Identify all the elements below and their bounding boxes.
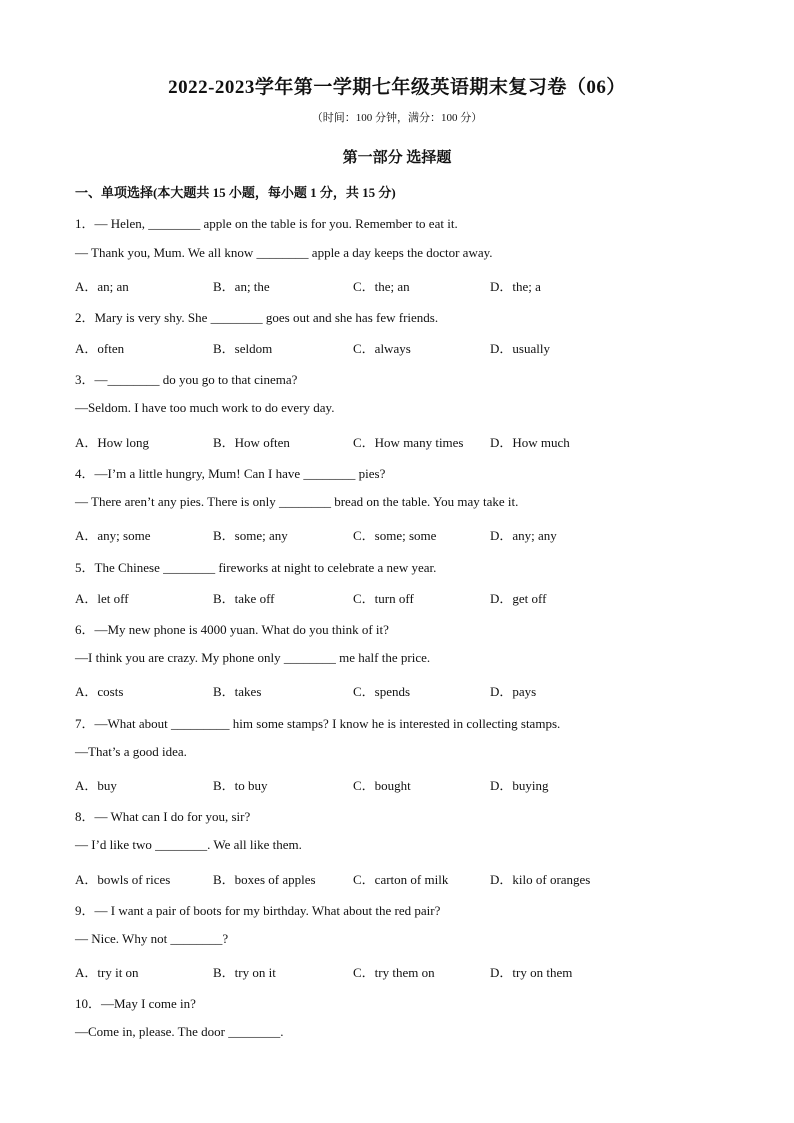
question-8-options (75, 869, 675, 887)
question-6-stem-2: —I think you are crazy. My phone only ________ me half the price. (75, 650, 431, 665)
option-d[interactable]: D．buying (490, 778, 549, 793)
option-b[interactable]: B．to buy (213, 778, 268, 793)
question-8-stem-2: — I’d like two ________. We all like them. (75, 837, 302, 852)
option-b[interactable]: B．an; the (213, 279, 270, 294)
option-c[interactable]: C．spends (353, 684, 411, 699)
option-a[interactable]: A．often (75, 341, 125, 356)
question-2-stem: 2．Mary is very shy. She ________ goes out and she has few friends. (75, 310, 439, 325)
option-d[interactable]: D．any; any (490, 528, 557, 543)
option-b[interactable]: B．some; any (213, 528, 288, 543)
option-c[interactable]: C．How many times (353, 435, 464, 450)
option-a[interactable]: A．an; an (75, 279, 129, 294)
option-d[interactable]: D．How much (490, 435, 570, 450)
option-d[interactable]: D．pays (490, 684, 537, 699)
option-c[interactable]: C．try them on (353, 965, 435, 980)
option-b[interactable]: B．seldom (213, 341, 273, 356)
question-6-stem: 6．—My new phone is 4000 yuan. What do you think of it? (75, 622, 389, 637)
question-3-stem: 3．—________ do you go to that cinema? (75, 372, 298, 387)
question-1-stem: 1．— Helen, ________ apple on the table is for you. Remember to eat it. (75, 216, 458, 231)
question-10-stem-2: —Come in, please. The door ________. (75, 1024, 284, 1039)
option-a[interactable]: A．bowls of rices (75, 872, 171, 887)
option-b[interactable]: B．try on it (213, 965, 276, 980)
option-a[interactable]: A．try it on (75, 965, 139, 980)
option-c[interactable]: C．carton of milk (353, 872, 449, 887)
option-a[interactable]: A．any; some (75, 528, 151, 543)
option-b[interactable]: B．How often (213, 435, 290, 450)
question-7-stem: 7．—What about _________ him some stamps? I know he is interested in collecting stamps. (75, 716, 561, 731)
question-3-stem-2: —Seldom. I have too much work to do every day. (75, 400, 335, 415)
question-4-stem: 4．—I’m a little hungry, Mum! Can I have ________ pies? (75, 466, 386, 481)
option-d[interactable]: D．kilo of oranges (490, 872, 591, 887)
question-1-options (75, 276, 675, 294)
question-2-options (75, 338, 675, 356)
question-5-stem: 5．The Chinese ________ fireworks at night to celebrate a new year. (75, 560, 437, 575)
option-c[interactable]: C．some; some (353, 528, 437, 543)
question-4-stem-2: — There aren’t any pies. There is only ________ bread on the table. You may take it. (75, 494, 519, 509)
question-3-options (75, 432, 675, 450)
option-a[interactable]: A．costs (75, 684, 124, 699)
option-c[interactable]: C．bought (353, 778, 411, 793)
question-6-options (75, 681, 675, 699)
section-heading: 一、单项选择(本大题共 15 小题，每小题 1 分，共 15 分) (75, 185, 396, 200)
option-b[interactable]: B．takes (213, 684, 262, 699)
question-9-options (75, 962, 675, 980)
question-5-options (75, 588, 675, 606)
option-c[interactable]: C．turn off (353, 591, 414, 606)
question-4-options (75, 525, 675, 543)
option-a[interactable]: A．let off (75, 591, 129, 606)
option-a[interactable]: A．buy (75, 778, 117, 793)
option-d[interactable]: D．the; a (490, 279, 541, 294)
question-7-options (75, 775, 675, 793)
option-a[interactable]: A．How long (75, 435, 150, 450)
question-1-stem-2: — Thank you, Mum. We all know ________ apple a day keeps the doctor away. (75, 245, 493, 260)
question-10-stem: 10．—May I come in? (75, 996, 196, 1011)
page-title: 2022-2023学年第一学期七年级英语期末复习卷（06） (168, 77, 626, 98)
question-9-stem: 9．— I want a pair of boots for my birthday. What about the red pair? (75, 903, 441, 918)
option-d[interactable]: D．try on them (490, 965, 573, 980)
question-7-stem-2: —That’s a good idea. (75, 744, 187, 759)
option-c[interactable]: C．the; an (353, 279, 410, 294)
option-b[interactable]: B．boxes of apples (213, 872, 316, 887)
option-c[interactable]: C．always (353, 341, 411, 356)
option-d[interactable]: D．usually (490, 341, 550, 356)
part-heading: 第一部分 选择题 (342, 150, 452, 166)
option-b[interactable]: B．take off (213, 591, 275, 606)
question-9-stem-2: — Nice. Why not ________? (75, 931, 229, 946)
exam-info: （时间：100 分钟，满分：100 分） (311, 112, 483, 124)
question-8-stem: 8．— What can I do for you, sir? (75, 809, 251, 824)
option-d[interactable]: D．get off (490, 591, 547, 606)
